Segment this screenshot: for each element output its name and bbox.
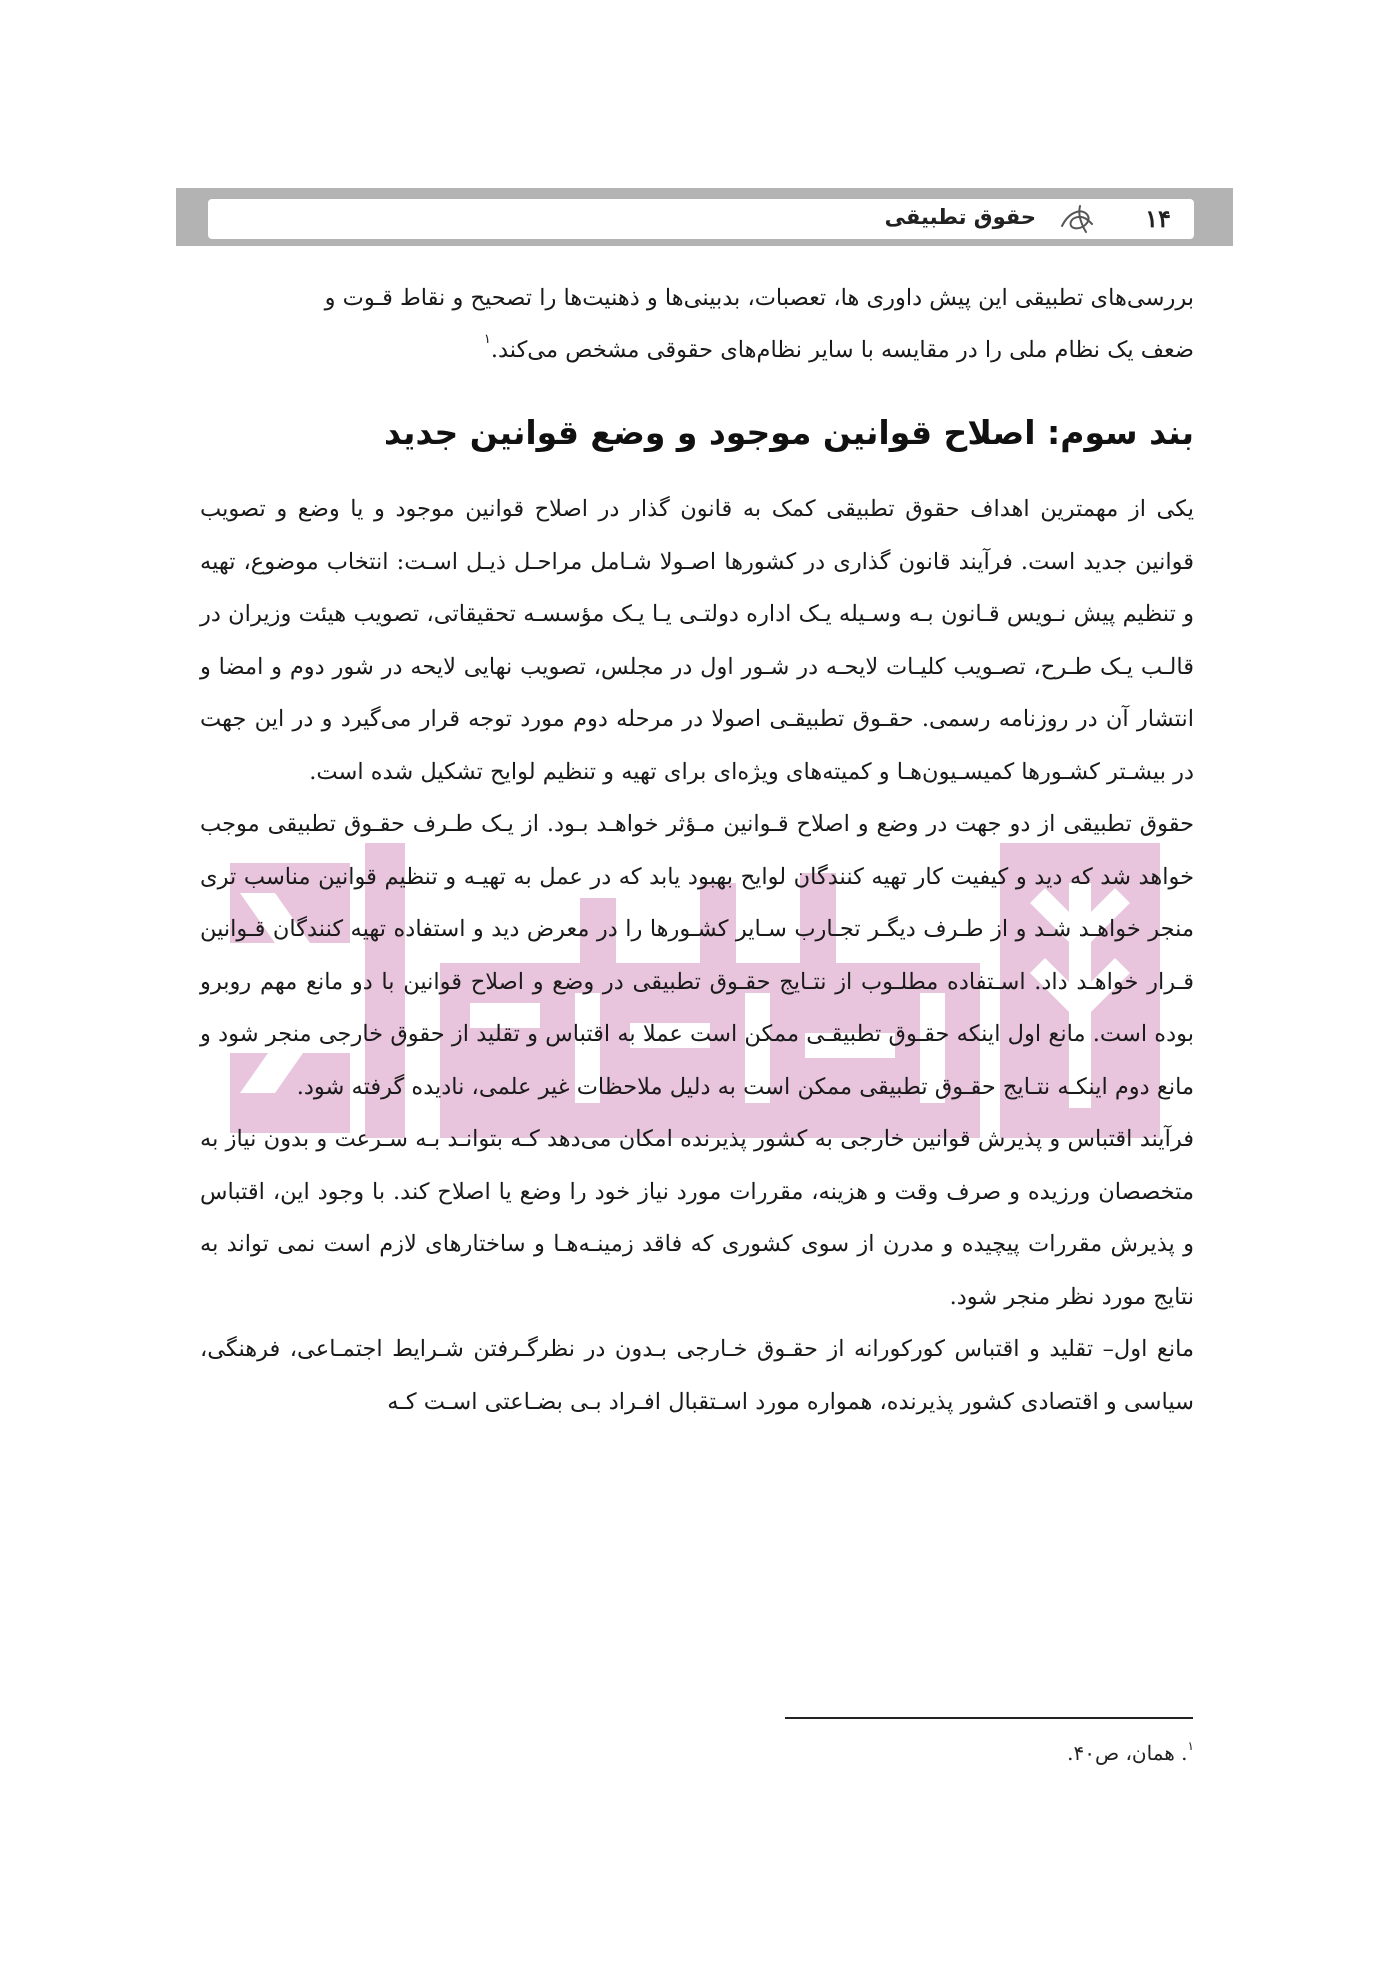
intro-line-2-text: ضعف یک نظام ملی را در مقایسه با سایر نظام‌های حقوقی مشخص می‌کند. <box>490 337 1194 363</box>
running-header-title: حقوق تطبیقی <box>884 205 1036 229</box>
footnote-divider <box>785 1717 1193 1719</box>
calligraphic-ornament-icon <box>1058 202 1098 236</box>
footnote <box>1067 1741 1194 1765</box>
intro-paragraph <box>200 272 1194 376</box>
paragraph-3: فرآیند اقتباس و پذیرش قوانین خارجی به کشور پذیرنده امکان می‌دهد کـه بتوانـد بـه سـرعت و بدون نیاز به متخصصان ورزیده و صرف وقت و هزینه، مقررات مورد نیاز خود را وضع یا اصلاح کند. با وجود این، اقتباس و پذیرش مقررات پیچیده و مدرن از سوی کشوری که فاقد زمینـه‌هـا و ساختارهای لازم است نمی تواند به نتایج مورد نظر منجر شود. <box>200 1126 1194 1310</box>
footnote-reference[interactable]: ۱ <box>483 332 491 347</box>
paragraph-2: حقوق تطبیقی از دو جهت در وضع و اصلاح قـوانین مـؤثر خواهـد بـود. از یـک طـرف حقـوق تطبیقی موجب خواهد شد که دید و کیفیت کار تهیه کنندگان لوایح بهبود یابد که در عمل به تهیـه و تنظیم قوانین مناسب تری منجر خواهـد شـد و از طـرف دیگـر تجـارب سـایر کشـورها را در معرض دید و استفاده تهیه کنندگان قـوانین قـرار خواهـد داد. اسـتفاده مطلـوب از نتـایج حقـوق تطبیقی در وضع و اصلاح قوانین با دو مانع مهم روبرو بوده است. مانع اول اینکه حقـوق تطبیقـی ممکن است عملا به اقتباس و تقلید از حقوق خارجی منجر شود و مانع دوم اینکـه نتـایج حقـوق تطبیقی ممکن است به دلیل ملاحظات غیر علمی، نادیده گرفته شود. <box>200 811 1194 1100</box>
intro-line-1: بررسی‌های تطبیقی این پیش داوری ها، تعصبات، بدبینی‌ها و ذهنیت‌ها را تصحیح و نقاط قـوت و <box>324 285 1194 311</box>
section-heading: بند سوم: اصلاح قوانین موجود و وضع قوانین جدید <box>383 413 1194 452</box>
body-text <box>200 483 1194 1428</box>
footnote-number: ۱ <box>1187 1739 1194 1753</box>
footnote-text: . همان، ص۴۰. <box>1067 1741 1188 1765</box>
paragraph-1: یکی از مهمترین اهداف حقوق تطبیقی کمک به قانون گذار در اصلاح قوانین موجود و یا وضع و تصویب قوانین جدید است. فرآیند قانون گذاری در کشورها اصـولا شـامل مراحـل ذیـل اسـت: انتخاب موضوع، تهیه و تنظیم پیش نـویس قـانون بـه وسـیله یـک اداره دولتـی یـا یـک مؤسسـه تحقیقاتی، تصویب هیئت وزیران در قالـب یـک طـرح، تصـویب کلیـات لایحـه در شـور اول در مجلس، تصویب نهایی لایحه در شور دوم و امضا و انتشار آن در روزنامه رسمی. حقـوق تطبیقـی اصولا در مرحله دوم مورد توجه قرار می‌گیرد و در این جهت در بیشـتر کشـورها کمیسـیون‌هـا و کمیته‌های ویژه‌ای برای تهیه و تنظیم لوایح تشکیل شده است. <box>200 496 1194 785</box>
paragraph-4: مانع اول– تقلید و اقتباس کورکورانه از حقـوق خـارجی بـدون در نظرگـرفتن شـرایط اجتمـاعی، فرهنگی، سیاسی و اقتصادی کشور پذیرنده، همواره مورد اسـتقبال افـراد بـی بضـاعتی اسـت کـه <box>200 1336 1194 1415</box>
running-header-panel <box>208 199 1194 239</box>
intro-line-2 <box>200 324 1194 376</box>
page-number: ۱۴ <box>1145 204 1171 233</box>
